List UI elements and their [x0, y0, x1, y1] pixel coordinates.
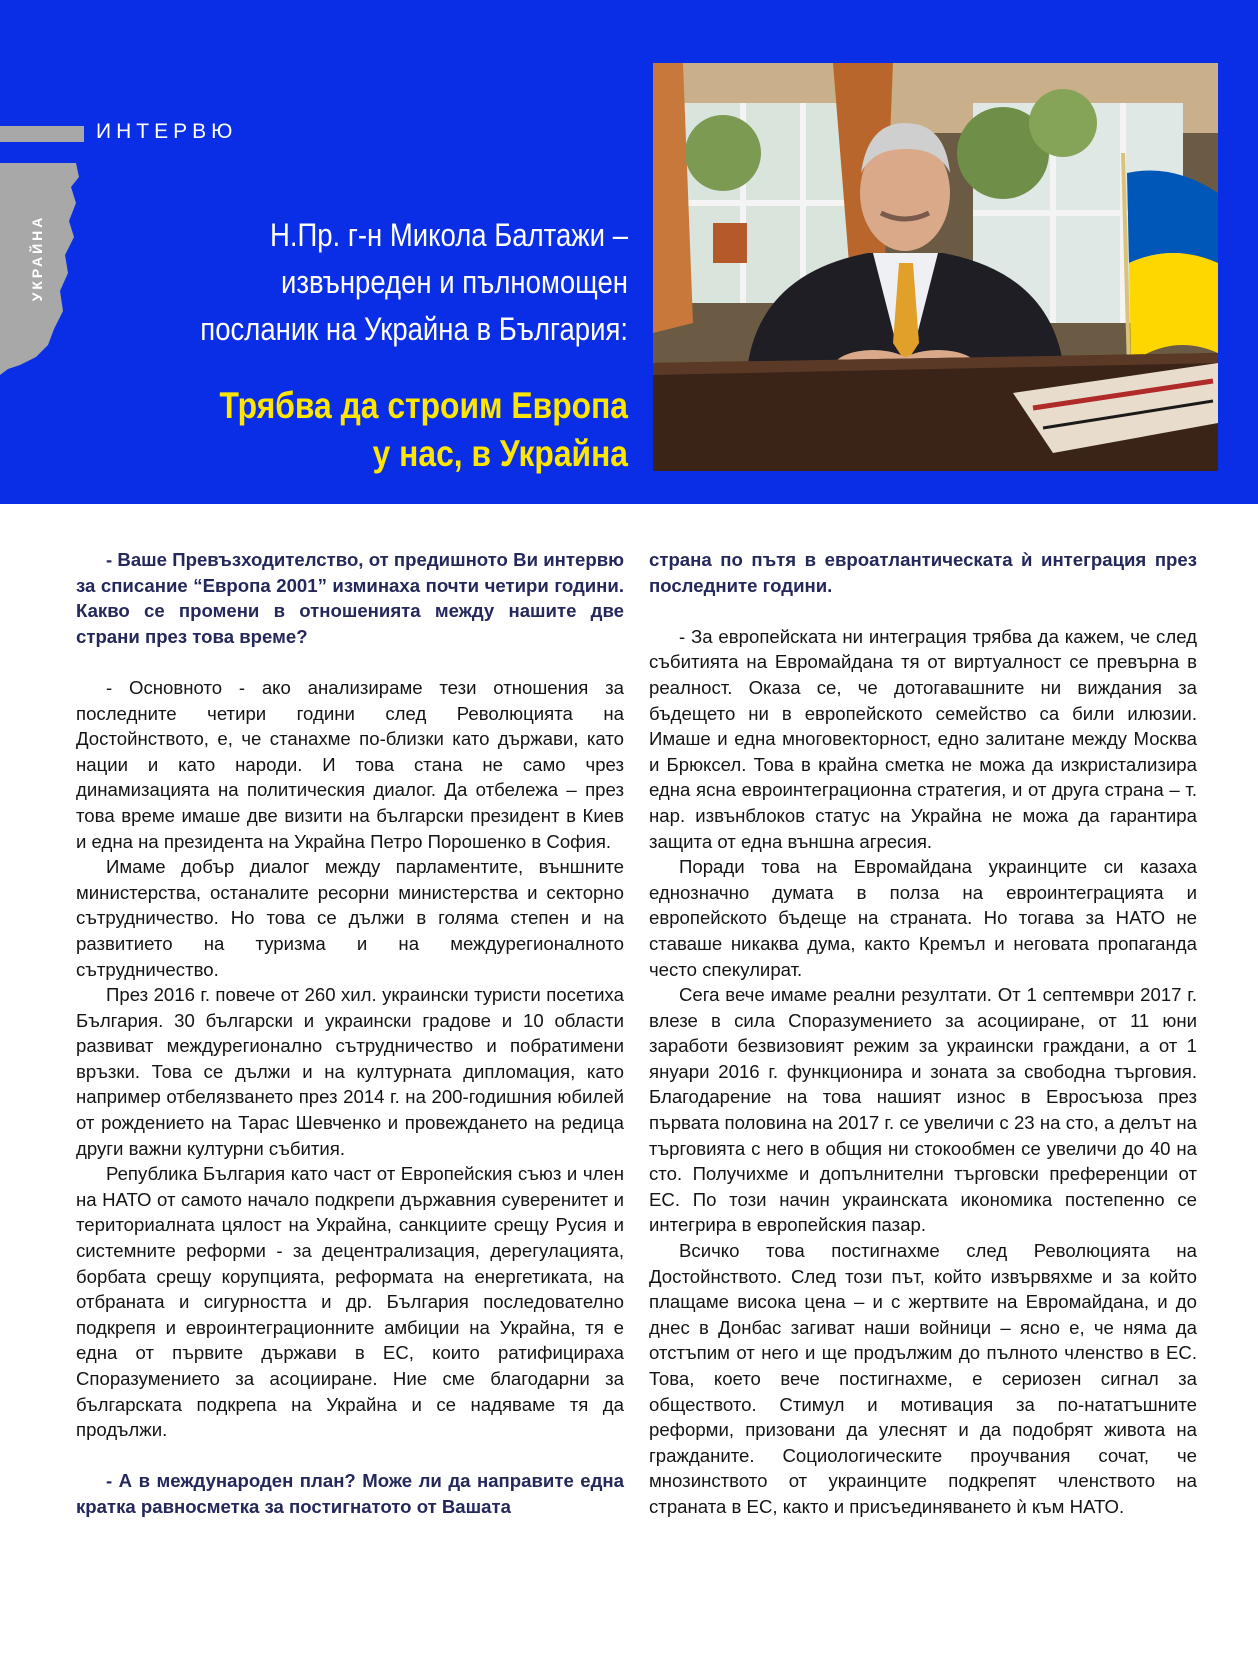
interview-question-continued: страна по пътя в евроатлантическата ѝ интеграция през последните години. — [649, 549, 1197, 596]
headline-line: у нас, в Украйна — [372, 433, 628, 474]
interview-answer: Всичко това постигнахме след Революцията на Достойнството. След този път, който извървяхме и за който плащаме висока цена – и с жертвите на Евромайдана, и до днес в Донбас загиват наши войници – ясно е, че няма да отстъпим от него и ще продължим до пълното членство в ЕС. Това, което вече постигнахме, е сериозен сигнал за обществото. Стимул и мотивация за по-нататъшните реформи, призовани да улеснят и да подобрят живота на гражданите. Социологическите проучвания сочат, че мнозинството от украинците подкрепят членството на страната в ЕС, както и присъединяването ѝ към НАТО. — [649, 1240, 1197, 1517]
article-column-left — [76, 547, 624, 1520]
interview-answer: През 2016 г. повече от 260 хил. украински туристи посетиха България. 30 български и украински градове и 10 области развиват междурегионално сътрудничество и побратимени връзки. Това се дължи и на културната дипломация, като например отбелязването през 2014 г. на 200-годишния юбилей от рождението на Тарас Шевченко и провеждането на редица други важни културни събития. — [76, 984, 624, 1159]
ambassador-photo — [653, 63, 1218, 471]
interview-answer: - Основното - ако анализираме тези отношения за последните четири години след Революцията на Достойнството, е, че станахме по-близки като държави, като нации и като народи. И това стана не само чрез динамизацията на политическия диалог. Да отбележа – през това време имаше две визити на български президент в Киев и една на президента на Украйна Петро Порошенко в София. — [76, 676, 624, 852]
interview-answer: Имаме добър диалог между парламентите, външните министерства, останалите ресорни министерства и секторно сътрудничество. Но това се дължи в голяма степен и на развитието на туризма и на междурегионалното сътрудничество. — [76, 856, 624, 980]
article-headline — [146, 382, 628, 478]
interview-question: - Ваше Превъзходителство, от предишното Ви интервю за списание “Европа 2001” изминаха почти четири години. Какво се промени в отношенията между нашите две страни през това време? — [76, 549, 624, 647]
subtitle-line: посланик на Украйна в България: — [200, 311, 629, 347]
interview-answer: Република България като част от Европейския съюз и член на НАТО от самото начало подкрепи държавния суверенитет и териториалната цялост на Украйна, санкциите срещу Русия и системните реформи - за децентрализация, дерегулацията, борбата срещу корупцията, реформата на енергетиката, на отбраната и сигурността и др. България последователно подкрепя и евроинтеграционните амбиции на Украйна, тя е една от първите държави в ЕС, които ратифицираха Споразумението за асоцииране. Ние сме благодарни за българската подкрепа на Украйна и се надяваме тя да продължи. — [76, 1163, 624, 1441]
section-marker-bar — [0, 126, 84, 142]
section-label: ИНТЕРВЮ — [96, 120, 238, 143]
headline-line: Трябва да строим Европа — [219, 385, 629, 426]
interview-answer: Поради това на Евромайдана украинците си казаха еднозначно думата в полза на евроинтеграцията и европейското бъдеще на страната. Но тогава за НАТО не ставаше никаква дума, както Кремъл и неговата пропаганда често спекулират. — [649, 856, 1197, 980]
interview-answer: - За европейската ни интеграция трябва да кажем, че след събитията на Евромайдана тя от виртуалност се превърна в реалност. Оказа се, че дотогавашните ни виждания за бъдещето ни в европейското семейство са били илюзии. Имаше и една многовекторност, едно залитане между Москва и Брюксел. Това в крайна сметка не можа да изкристализира една ясна евроинтеграционна стратегия, и от друга страна – т. нар. извънблоков статус на Украйна не можа да гарантира защита от една външна агресия. — [649, 625, 1197, 852]
article-column-right — [649, 547, 1197, 1520]
interview-question: - А в международен план? Може ли да направите една кратка равносметка за постигнатото от Вашата — [76, 1470, 624, 1517]
interview-subtitle — [146, 212, 628, 353]
subtitle-line: Н.Пр. г-н Микола Балтажи – — [269, 217, 628, 253]
country-label: УКРАЙНА — [29, 214, 45, 302]
subtitle-line: извънреден и пълномощен — [280, 264, 628, 300]
interview-answer: Сега вече имаме реални резултати. От 1 септември 2017 г. влезе в сила Споразумението за асоцииране, от 11 юни заработи безвизовият режим за украински граждани, а от 1 януари 2016 г. функционира и зоната за свободна търговия. Благодарение на това нашият износ в Евросъюза през първата половина на 2017 г. се увеличи с 23 на сто, а делът на търговията с него в общия ни стокообмен се увеличи до 40 на сто. Получихме и допълнителни търговски преференции от ЕС. По този начин украинската икономика постепенно се интегрира в европейския пазар. — [649, 984, 1197, 1236]
